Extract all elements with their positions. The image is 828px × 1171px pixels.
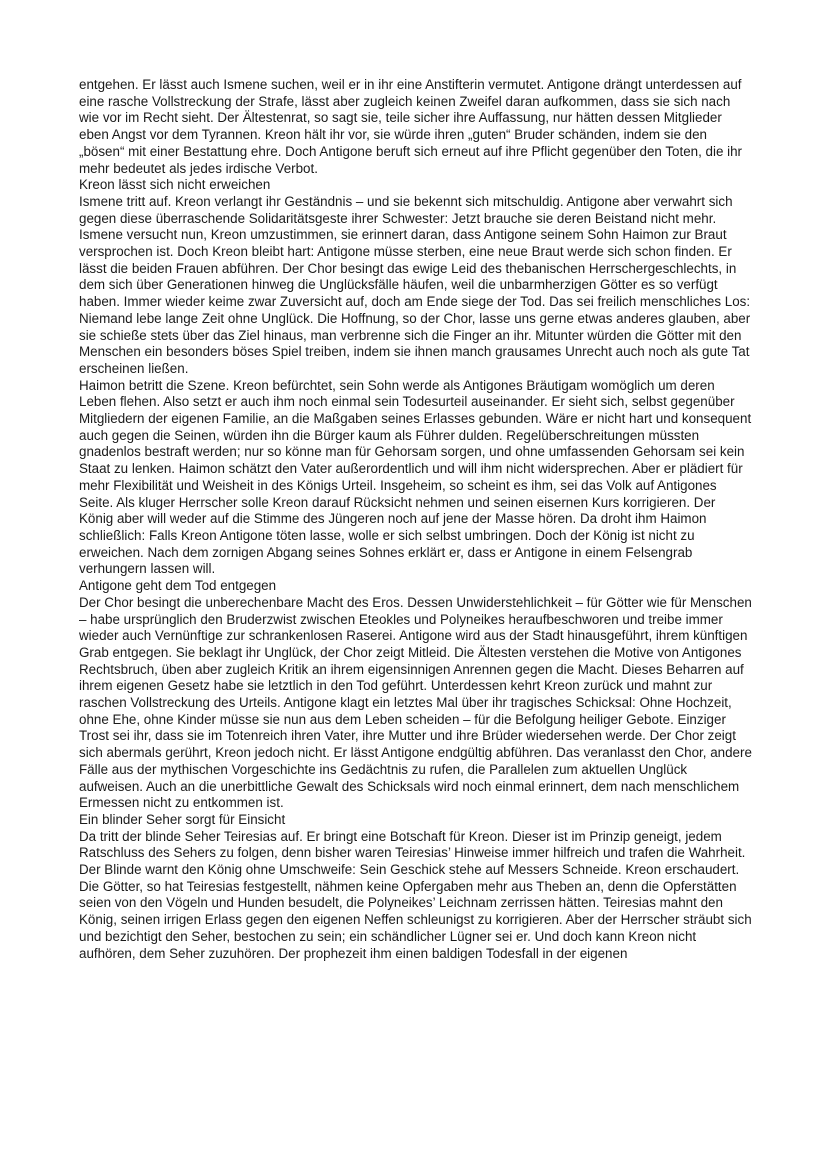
body-paragraph: Ismene tritt auf. Kreon verlangt ihr Geständnis – und sie bekennt sich mitschuldig. Antigone aber verwahrt sich gegen diese überraschende Solidaritätsgeste ihrer Schwester: Jetzt brauche sie deren Beistand nicht mehr. Ismene versucht nun, Kreon umzustimmen, sie erinnert daran, dass Antigone seinem Sohn Haimon zur Braut versprochen ist. Doch Kreon bleibt hart: Antigone müsse sterben, eine neue Braut werde sich schon finden. Er lässt die beiden Frauen abführen. Der Chor besingt das ewige Leid des thebanischen Herrschergeschlechts, in dem sich über Generationen hinweg die Unglücksfälle häufen, weil die unbarmherzigen Götter es so verfügt haben. Immer wieder keime zwar Zuversicht auf, doch am Ende siege der Tod. Das sei freilich menschliches Los: Niemand lebe lange Zeit ohne Unglück. Die Hoffnung, so der Chor, lasse uns gerne etwas anderes glauben, aber sie schieße stets über das Ziel hinaus, man verbrenne sich die Finger an ihr. Mitunter würden die Götter mit den Menschen ein besonders böses Spiel treiben, indem sie ihnen manch grausames Unrecht auch noch als gute Tat erscheinen ließen.	[79, 193, 751, 376]
section-heading: Ein blinder Seher sorgt für Einsicht	[79, 811, 286, 827]
section-heading: Antigone geht dem Tod entgegen	[79, 578, 277, 594]
body-paragraph: Der Chor besingt die unberechenbare Macht des Eros. Dessen Unwiderstehlichkeit – für Götter wie für Menschen – habe ursprünglich den Bruderzwist zwischen Eteokles und Polyneikes heraufbeschworen und treibe immer wieder auch Vernünftige zur schrankenlosen Raserei. Antigone wird aus der Stadt hinausgeführt, ihrem künftigen Grab entgegen. Sie beklagt ihr Unglück, der Chor zeigt Mitleid. Die Ältesten verstehen die Motive von Antigones Rechtsbruch, üben aber zugleich Kritik an ihrem eigensinnigen Anrennen gegen die Macht. Dieses Beharren auf ihrem eigenen Gesetz habe sie letztlich in den Tod geführt. Unterdessen kehrt Kreon zurück und mahnt zur raschen Vollstreckung des Urteils. Antigone klagt ein letztes Mal über ihr tragisches Schicksal: Ohne Hochzeit, ohne Ehe, ohne Kinder müsse sie nun aus dem Leben scheiden – für die Befolgung heiliger Gebote. Einziger Trost sei ihr, dass sie im Totenreich ihren Vater, ihre Mutter und ihre Brüder wiedersehen werde. Der Chor zeigt sich abermals gerührt, Kreon jedoch nicht. Er lässt Antigone endgültig abführen. Das veranlasst den Chor, andere Fälle aus der mythischen Vorgeschichte ins Gedächtnis zu rufen, die Parallelen zum aktuellen Unglück aufweisen. Auch an die unerbittliche Gewalt des Schicksals wird noch einmal erinnert, dem nach menschlichem Ermessen nicht zu entkommen ist.	[79, 594, 752, 811]
body-paragraph: Haimon betritt die Szene. Kreon befürchtet, sein Sohn werde als Antigones Bräutigam womöglich um deren Leben flehen. Also setzt er auch ihm noch einmal sein Todesurteil auseinander. Er sieht sich, selbst gegenüber Mitgliedern der eigenen Familie, an die Maßgaben seines Erlasses gebunden. Wäre er nicht hart und konsequent auch gegen die Seinen, würden ihn die Bürger kaum als Führer dulden. Regelüberschreitungen müssten gnadenlos bestraft werden; nur so könne man für Gehorsam sorgen, und ohne umfassenden Gehorsam sei kein Staat zu lenken. Haimon schätzt den Vater außerordentlich und will ihm nicht widersprechen. Aber er plädiert für mehr Flexibilität und Weisheit in des Königs Urteil. Insgeheim, so scheint es ihm, sei das Volk auf Antigones Seite. Als kluger Herrscher solle Kreon darauf Rücksicht nehmen und seinen eisernen Kurs korrigieren. Der König aber will weder auf die Stimme des Jüngeren noch auf jene der Masse hören. Da droht ihm Haimon schließlich: Falls Kreon Antigone töten lasse, wolle er sich selbst umbringen. Doch der König ist nicht zu erweichen. Nach dem zornigen Abgang seines Sohnes erklärt er, dass er Antigone in einem Felsengrab verhungern lassen will.	[79, 377, 752, 577]
body-paragraph: Da tritt der blinde Seher Teiresias auf. Er bringt eine Botschaft für Kreon. Dieser ist im Prinzip geneigt, jedem Ratschluss des Sehers zu folgen, denn bisher waren Teiresias’ Hinweise immer hilfreich und trafen die Wahrheit. Der Blinde warnt den König ohne Umschweife: Sein Geschick stehe auf Messers Schneide. Kreon erschaudert. Die Götter, so hat Teiresias festgestellt, nähmen keine Opfergaben mehr aus Theben an, denn die Opferstätten seien von den Vögeln und Hunden besudelt, die Polyneikes’ Leichnam zerrissen hätten. Teiresias mahnt den König, seinen irrigen Erlass gegen den eigenen Neffen schleunigst zu korrigieren. Aber der Herrscher sträubt sich und bezichtigt den Seher, bestochen zu sein; ein schändlicher Lügner sei er. Und doch kann Kreon nicht aufhören, dem Seher zuzuhören. Der prophezeit ihm einen baldigen Todesfall in der eigenen	[79, 828, 752, 961]
section-heading: Kreon lässt sich nicht erweichen	[79, 177, 271, 193]
body-paragraph: entgehen. Er lässt auch Ismene suchen, weil er in ihr eine Anstifterin vermutet. Antigone drängt unterdessen auf eine rasche Vollstreckung der Strafe, lässt aber zugleich keinen Zweifel daran aufkommen, dass sie sich nach wie vor im Recht sieht. Der Ältestenrat, so sagt sie, teile sicher ihre Auffassung, nur hätten dessen Mitglieder eben Angst vor dem Tyrannen. Kreon hält ihr vor, sie würde ihren „guten“ Bruder schänden, indem sie den „bösen“ mit einer Bestattung ehre. Doch Antigone beruft sich erneut auf ihre Pflicht gegenüber den Toten, die ihr mehr bedeutet als jedes irdische Verbot.	[79, 77, 742, 176]
text-column	[79, 77, 752, 962]
